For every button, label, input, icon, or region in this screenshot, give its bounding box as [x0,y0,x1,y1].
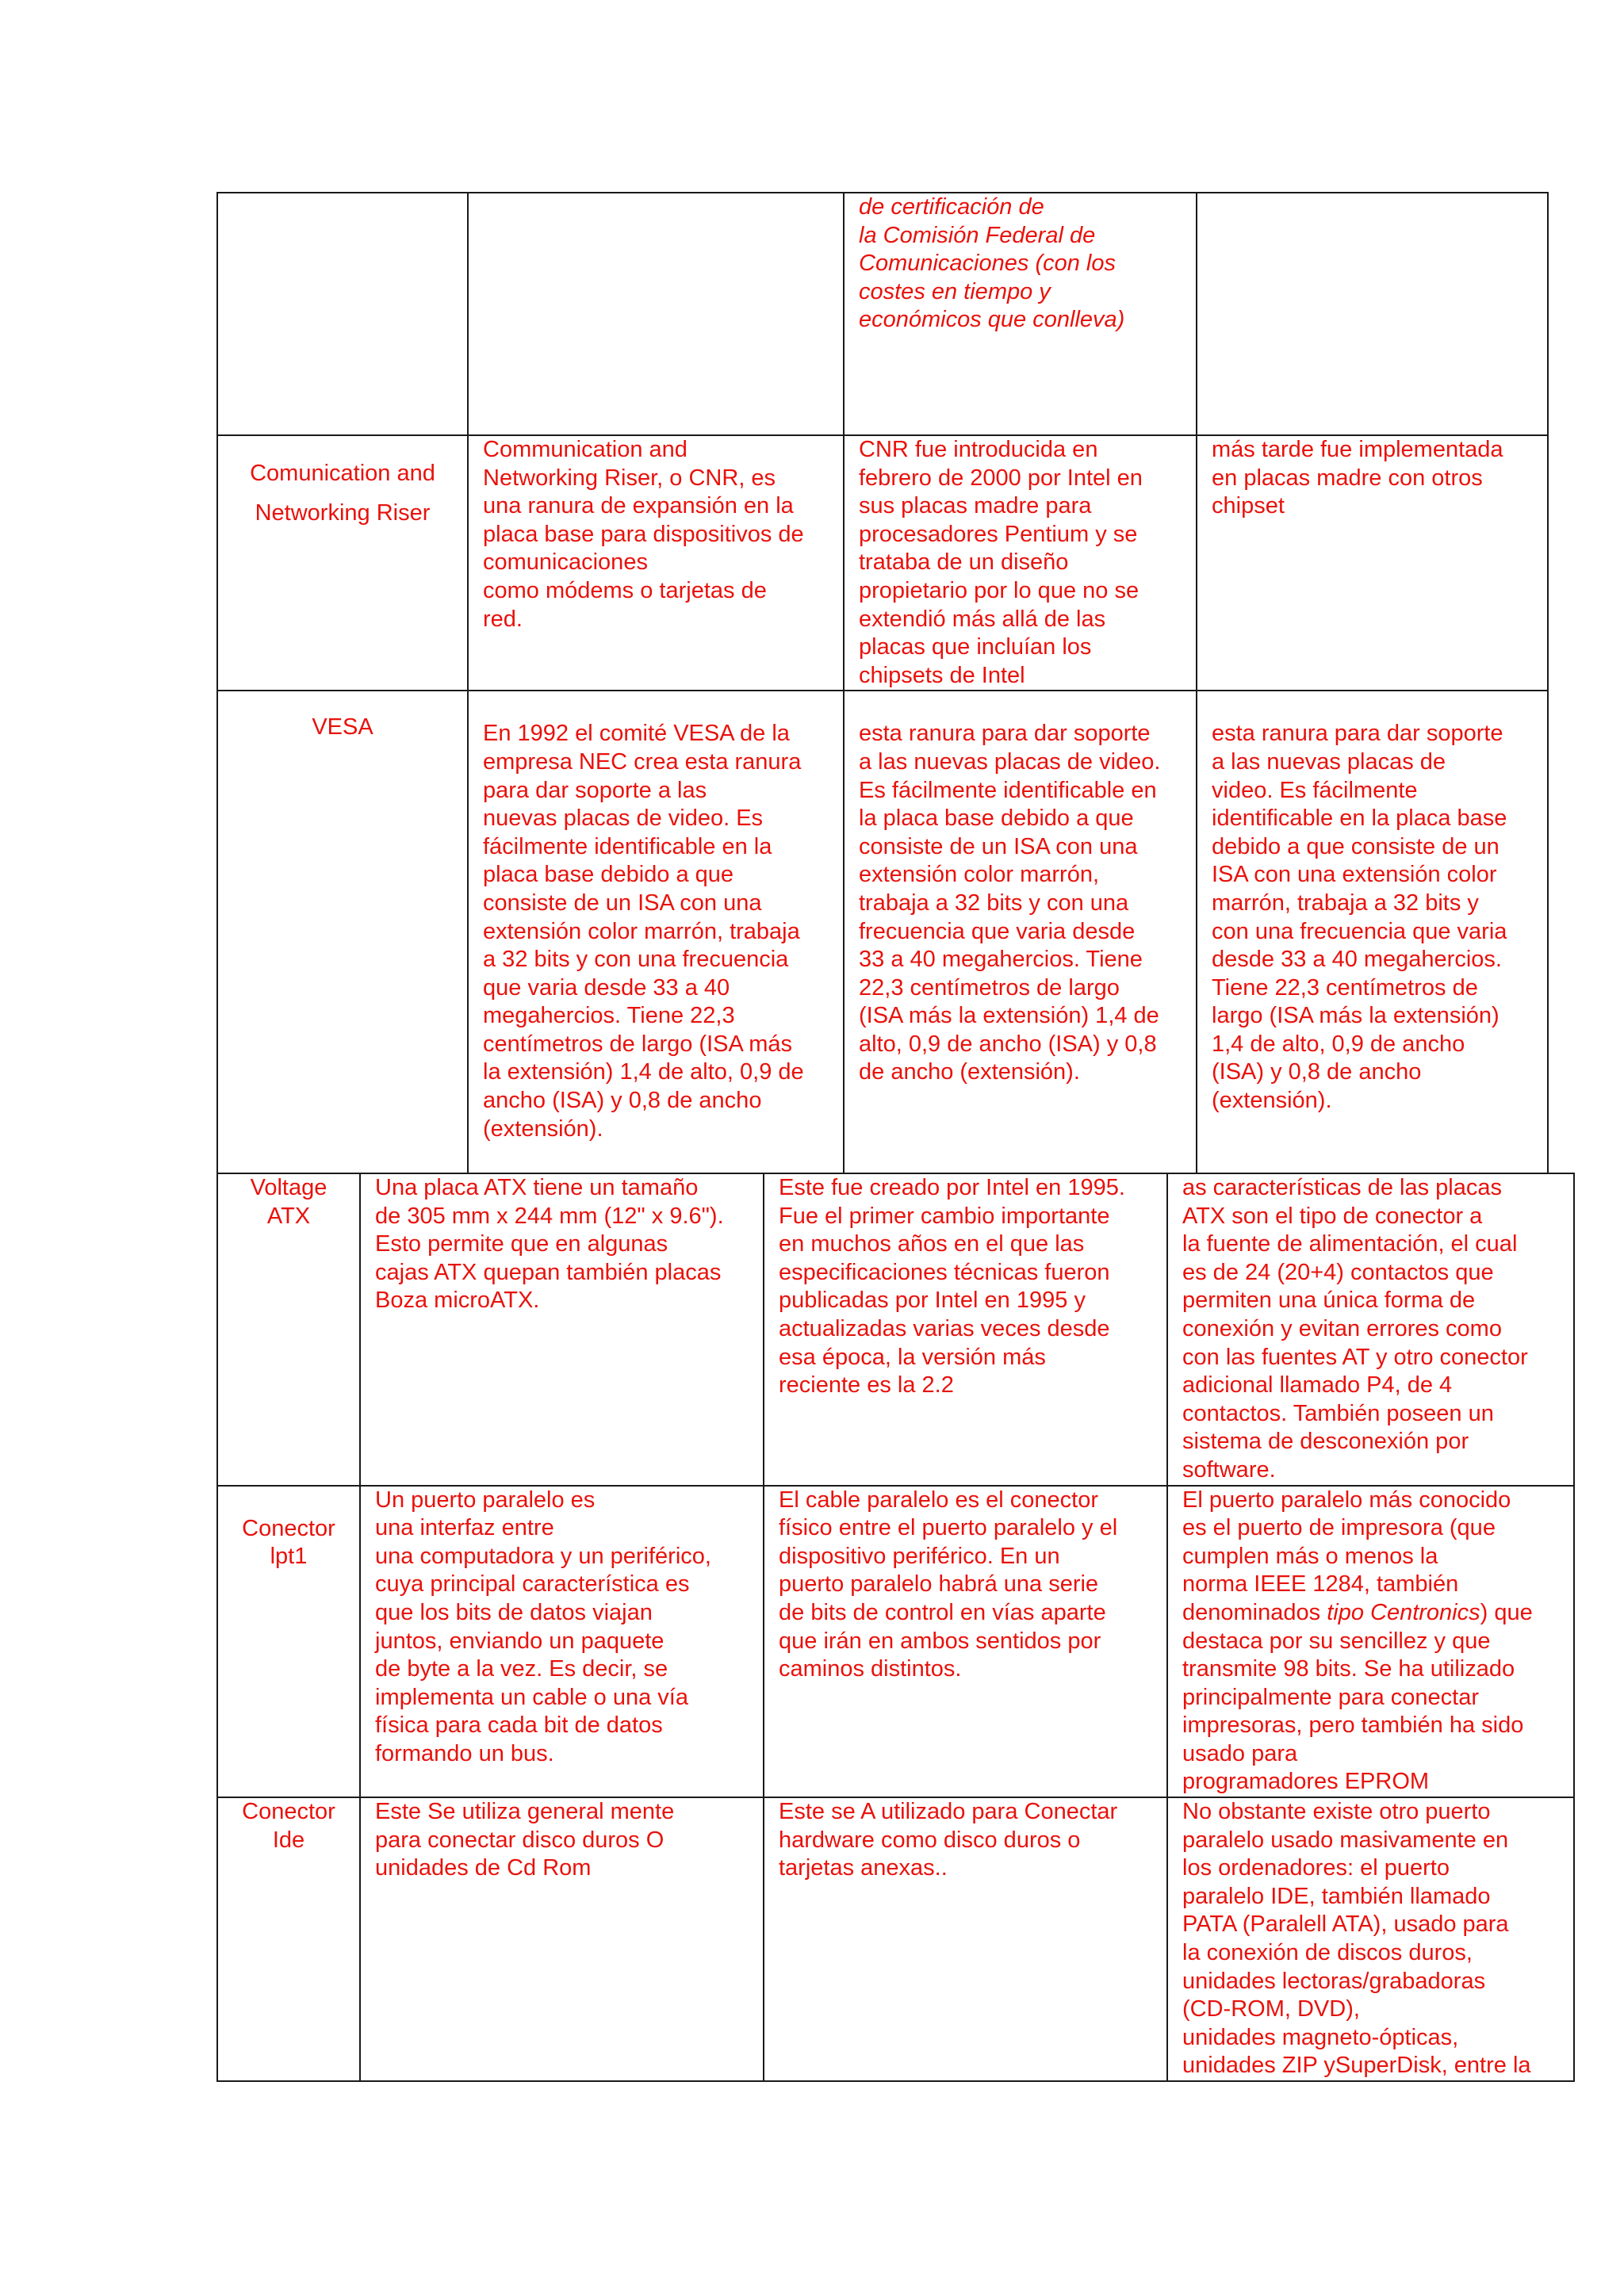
notes-cell [1167,1797,1574,2081]
description-cell [468,435,844,691]
cell-line: red. [483,606,523,632]
cell-line: consiste de un ISA con una [859,833,1138,859]
cell-line: la Comisión Federal de [859,222,1096,248]
cell-line: alto, 0,9 de ancho (ISA) y 0,8 [859,1031,1157,1057]
cell-line: PATA (Paralell ATA), usado para [1182,1911,1509,1938]
cell-line: Es fácilmente identificable en [859,777,1157,803]
cell-line: 33 a 40 megahercios. Tiene [859,947,1143,973]
cell-line: Comunicaciones (con los [859,251,1116,277]
row-label: ATX [266,1203,311,1229]
cell-line: como módems o tarjetas de [483,577,767,603]
history-cell [764,1797,1167,2081]
cell-line: Boza microATX. [375,1288,540,1314]
cell-line: la placa base debido a que [859,806,1134,832]
table-row [217,1173,1574,1486]
cell-line: física para cada bit de datos [375,1712,663,1739]
cell-line: unidades ZIP ySuperDisk, entre la [1182,2053,1531,2079]
history-cell [764,1173,1167,1486]
cell-line: la fuente de alimentación, el cual [1182,1231,1518,1257]
row-label-cell [217,691,468,1173]
cell-line: unidades de Cd Rom [375,1855,592,1881]
cell-line: juntos, enviando un paquete [375,1628,665,1654]
cell-line: adicional llamado P4, de 4 [1182,1372,1453,1399]
cell-line: paralelo IDE, también llamado [1182,1883,1491,1909]
cell-line: esta ranura para dar soporte [859,721,1151,747]
cell-line: dispositivo periférico. En un [779,1543,1060,1569]
cell-line: sus placas madre para [859,493,1092,519]
cell-line: cumplen más o menos la [1182,1543,1438,1569]
cell-line: con una frecuencia que varia [1212,918,1507,944]
row-label: Comunication and [250,461,435,486]
cell-line: permiten una única forma de [1182,1288,1476,1314]
cell-line: Fue el primer cambio importante [779,1203,1110,1229]
cell-line: largo (ISA más la extensión) [1212,1003,1500,1029]
cell-line: a las nuevas placas de video. [859,748,1161,775]
cell-line: febrero de 2000 por Intel en [859,465,1143,491]
notes-cell [1197,435,1548,691]
cell-line: ATX son el tipo de conector a [1182,1203,1483,1229]
row-label-cell [217,435,468,691]
cell-line: Tiene 22,3 centímetros de [1212,974,1478,1001]
cell-line: Esto permite que en algunas [375,1231,668,1257]
cell-line: centímetros de largo (ISA más [483,1031,793,1057]
cell-line: de 305 mm x 244 mm (12" x 9.6"). [375,1203,724,1229]
cell-line: ISA con una extensión color [1212,862,1497,888]
cell-line: económicos que conlleva) [859,307,1125,333]
cell-line: (ISA) y 0,8 de ancho [1212,1059,1422,1085]
cell-text: denominados [1182,1599,1327,1625]
cell-line: chipsets de Intel [859,662,1025,688]
table-row [217,1797,1574,2081]
cell-line: costes en tiempo y [859,278,1051,304]
cell-line: una interfaz entre [375,1515,554,1541]
cell-line: físico entre el puerto paralelo y el [779,1515,1118,1541]
cell-line: programadores EPROM [1182,1769,1430,1795]
cell-line: publicadas por Intel en 1995 y [779,1288,1086,1314]
cell-line: usado para [1182,1740,1298,1766]
cell-line: en muchos años en el que las [779,1231,1085,1257]
cell-line: software. [1182,1456,1276,1483]
cell-line: caminos distintos. [779,1656,962,1682]
row-label: Networking Riser [255,500,431,526]
history-cell [844,193,1197,435]
notes-cell [1167,1486,1574,1798]
table-row [217,435,1548,691]
cell-line: más tarde fue implementada [1212,437,1503,462]
row-label: Conector [242,1515,335,1541]
cell-line: chipset [1212,493,1285,519]
cell-line: desde 33 a 40 megahercios. [1212,947,1502,973]
cell-line: empresa NEC crea esta ranura [483,748,802,775]
cell-line: que los bits de datos viajan [375,1599,653,1625]
cell-line: El cable paralelo es el conector [779,1487,1099,1513]
history-cell [764,1486,1167,1798]
description-cell [360,1486,764,1798]
cell-line: con las fuentes AT y otro conector [1182,1344,1528,1370]
cell-line: actualizadas varias veces desde [779,1315,1110,1341]
cell-line: a 32 bits y con una frecuencia [483,947,789,973]
cell-line: extendió más allá de las [859,606,1106,632]
cell-line: trabaja a 32 bits y con una [859,890,1129,916]
cell-line: principalmente para conectar [1182,1684,1479,1710]
cell-line: El puerto paralelo más conocido [1182,1487,1511,1513]
history-cell [844,691,1197,1173]
cell-line: unidades lectoras/grabadoras [1182,1968,1486,1994]
description-cell [468,193,844,435]
cell-line: cuya principal característica es [375,1571,690,1598]
cell-line: para conectar disco duros O [375,1827,665,1853]
cell-line: norma IEEE 1284, también [1182,1571,1459,1598]
cell-line: nuevas placas de video. Es [483,806,764,832]
row-label-cell [217,1486,360,1798]
row-label: Conector [242,1799,335,1825]
cell-line: Una placa ATX tiene un tamaño [375,1175,699,1200]
cell-line: fácilmente identificable en la [483,833,772,859]
cell-line: en placas madre con otros [1212,465,1483,491]
cell-line: placa base debido a que [483,862,734,888]
row-label: lpt1 [270,1544,308,1570]
cell-line: debido a que consiste de un [1212,833,1500,859]
cell-line: (extensión). [483,1115,603,1142]
cell-line [1182,1599,1573,1628]
row-label: VESA [312,714,373,740]
cell-line: No obstante existe otro puerto [1182,1799,1491,1825]
notes-cell [1197,193,1548,435]
cell-line: CNR fue introducida en [859,437,1098,462]
cell-line: En 1992 el comité VESA de la [483,721,790,747]
cell-text: ) que [1480,1599,1533,1625]
cell-line: reciente es la 2.2 [779,1372,954,1399]
row-label-cell [217,1173,360,1486]
cell-line: puerto paralelo habrá una serie [779,1571,1099,1598]
cell-line: comunicaciones [483,549,648,576]
cell-line: una ranura de expansión en la [483,493,794,519]
cell-line: la conexión de discos duros, [1182,1940,1473,1966]
cell-line: Este se A utilizado para Conectar [779,1799,1118,1825]
cell-line: unidades magneto-ópticas, [1182,2024,1459,2050]
description-cell [360,1797,764,2081]
notes-cell [1167,1173,1574,1486]
cell-line: extensión color marrón, trabaja [483,918,800,944]
description-cell [360,1173,764,1486]
cell-line: esa época, la versión más [779,1344,1046,1370]
table-row [217,691,1548,1173]
cell-line: Un puerto paralelo es [375,1487,596,1513]
cell-line: implementa un cable o una vía [375,1684,688,1710]
cell-line: Este fue creado por Intel en 1995. [779,1175,1125,1200]
table-top [216,192,1549,1174]
cell-line: frecuencia que varia desde [859,918,1136,944]
cell-line: cajas ATX quepan también placas [375,1259,722,1285]
row-label: Ide [272,1827,305,1853]
cell-line: as características de las placas [1182,1175,1502,1200]
cell-line: propietario por lo que no se [859,577,1139,603]
cell-line: placa base para dispositivos de [483,521,804,547]
cell-line: (ISA más la extensión) 1,4 de [859,1003,1159,1029]
row-label: Voltage [250,1175,327,1200]
cell-line: de ancho (extensión). [859,1059,1080,1085]
cell-line: conexión y evitan errores como [1182,1315,1502,1341]
cell-line: video. Es fácilmente [1212,777,1418,803]
cell-line: contactos. También poseen un [1182,1400,1494,1426]
cell-line: trataba de un diseño [859,549,1069,576]
table-row [217,193,1548,435]
cell-line: consiste de un ISA con una [483,890,762,916]
cell-text-italic: tipo Centronics [1327,1599,1480,1625]
cell-line: 1,4 de alto, 0,9 de ancho [1212,1031,1465,1057]
cell-line: de bits de control en vías aparte [779,1599,1106,1625]
cell-line: esta ranura para dar soporte [1212,721,1503,747]
cell-line: a las nuevas placas de [1212,748,1446,775]
cell-line: sistema de desconexión por [1182,1429,1469,1455]
cell-line: (extensión). [1212,1088,1332,1114]
table-bottom [216,1173,1575,2082]
cell-line: formando un bus. [375,1740,554,1766]
cell-line: una computadora y un periférico, [375,1543,711,1569]
cell-line: que varia desde 33 a 40 [483,974,730,1001]
cell-line: de certificación de [859,194,1044,220]
cell-line: Este Se utiliza general mente [375,1799,675,1825]
cell-line: hardware como disco duros o [779,1827,1081,1853]
cell-line: megahercios. Tiene 22,3 [483,1003,735,1029]
description-cell [468,691,844,1173]
cell-line: es el puerto de impresora (que [1182,1515,1496,1541]
cell-line: ancho (ISA) y 0,8 de ancho [483,1088,762,1114]
cell-line: identificable en la placa base [1212,806,1507,832]
row-label-cell [217,1797,360,2081]
cell-line: que irán en ambos sentidos por [779,1628,1101,1654]
cell-line: transmite 98 bits. Se ha utilizado [1182,1656,1515,1682]
cell-line: para dar soporte a las [483,777,707,803]
cell-line: procesadores Pentium y se [859,521,1138,547]
cell-line: Networking Riser, o CNR, es [483,465,776,491]
cell-line: la extensión) 1,4 de alto, 0,9 de [483,1059,804,1085]
cell-line: 22,3 centímetros de largo [859,974,1120,1001]
cell-line: Communication and [483,437,688,462]
cell-line: tarjetas anexas.. [779,1855,948,1881]
row-label-cell [217,193,468,435]
table-row [217,1486,1574,1798]
cell-line: los ordenadores: el puerto [1182,1855,1450,1881]
cell-line: paralelo usado masivamente en [1182,1827,1509,1853]
notes-cell [1197,691,1548,1173]
cell-line: (CD-ROM, DVD), [1182,1996,1360,2022]
cell-line: impresoras, pero también ha sido [1182,1712,1524,1739]
cell-line: especificaciones técnicas fueron [779,1259,1110,1285]
cell-line: placas que incluían los [859,634,1092,660]
cell-line: extensión color marrón, [859,862,1100,888]
history-cell [844,435,1197,691]
cell-line: marrón, trabaja a 32 bits y [1212,890,1479,916]
cell-line: destaca por su sencillez y que [1182,1628,1491,1654]
cell-line: de byte a la vez. Es decir, se [375,1656,668,1682]
cell-line: es de 24 (20+4) contactos que [1182,1259,1494,1285]
